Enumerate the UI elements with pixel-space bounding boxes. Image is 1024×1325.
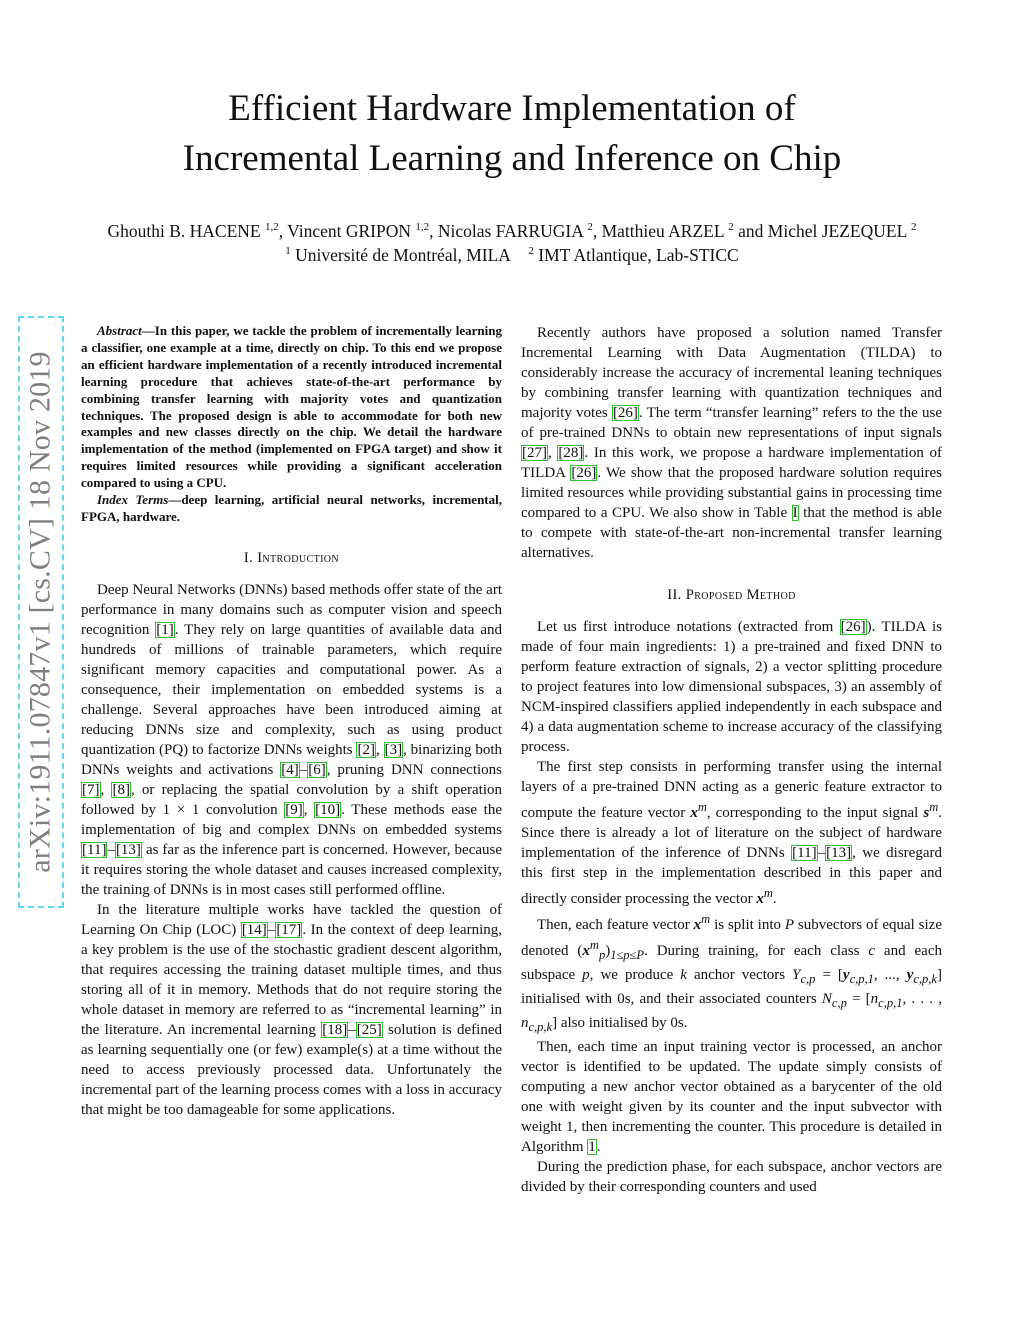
math-symbol: k	[680, 967, 687, 983]
math-superscript: m	[589, 938, 599, 952]
citation-link[interactable]: [13]	[826, 845, 852, 861]
math-superscript: m	[929, 800, 939, 814]
affiliation-mark: 1	[285, 245, 291, 257]
index-terms-text: —deep learning, artificial neural networks, incremental, FPGA, hardware.	[81, 492, 502, 524]
prediction-paragraph: During the prediction phase, for each subspace, anchor vectors are divided by their corresponding counters and used	[521, 1159, 942, 1195]
tilda-paragraph: Recently authors have proposed a solution named Transfer Incremental Learning with Data Augmentation (TILDA) to considerably increase the accuracy of incremental leaning techniques by combining transfer learning with quantization techniques and majority votes [26]. The term “transfer learning” refers to the the use of pre-trained DNNs to obtain new representations of input signals [27], [28]. In this work, we propose a hardware implementation of TILDA [26]. We show that the proposed hardware solution requires limited resources while providing substantial gains in processing time compared to a CPU. We also show in Table I that the method is able to compete with state-of-the-art non-incremental transfer learning alternatives.	[521, 325, 942, 561]
citation-link[interactable]: [8]	[112, 781, 130, 798]
math-symbol: $n_{c,p,k}$	[521, 1015, 553, 1034]
citation-link[interactable]: [25]	[356, 1021, 382, 1038]
author-affiliation-mark: 1,2	[264, 221, 279, 233]
citation-link[interactable]: I	[792, 505, 798, 521]
math-symbol: P	[784, 917, 795, 933]
citation-link[interactable]: [11]	[82, 841, 107, 858]
citation-link[interactable]: 1	[588, 1139, 596, 1155]
section-title: Introduction	[257, 549, 340, 566]
citation-link[interactable]: [1]	[156, 621, 174, 638]
section-heading-proposed-method	[521, 585, 942, 605]
citation-link[interactable]: [4]	[281, 761, 299, 778]
math-symbol: $x^m$	[690, 800, 707, 821]
author-name: Matthieu ARZEL	[601, 221, 724, 241]
arxiv-stamp-box[interactable]	[18, 316, 64, 908]
right-column	[521, 323, 942, 1197]
math-subscript: c,p,1	[849, 972, 874, 986]
section-title: Proposed Method	[685, 587, 796, 603]
math-symbol: $s^m$	[923, 800, 939, 821]
math-symbol: $x^m$	[756, 886, 773, 907]
left-column	[81, 323, 502, 1120]
math-subscript: c,p,k	[913, 972, 937, 986]
math-symbol: $n_{c,p,1}$	[870, 991, 903, 1010]
paper-title	[0, 84, 1024, 184]
section-heading-introduction	[81, 548, 502, 568]
abstract-paragraph	[81, 323, 502, 492]
citation-link[interactable]: [6]	[308, 761, 326, 778]
author-affiliation-mark: 2	[587, 221, 593, 233]
citation-link[interactable]: [18]	[322, 1021, 348, 1038]
citation-link[interactable]: [9]	[285, 801, 303, 818]
intro-paragraph-1: Deep Neural Networks (DNNs) based methods offer state of the art performance in many domains such as computer vision and speech recognition [1]. They rely on large quantities of available data and hundreds of millions of trainable parameters, which require significant memory capacities and computational power. As a consequence, their implementation on embedded systems is a challenge. Several approaches have been introduced aiming at reducing DNNs size and complexity, such as using product quantization (PQ) to factorize DNNs weights [2], [3], binarizing both DNNs weights and activations [4]–[6], pruning DNN connections [7], [8], or replacing the spatial convolution by a shift operation followed by 1 × 1 convolution [9], [10]. These methods ease the implementation of big and complex DNNs on embedded systems [11]–[13] as far as the inference part is concerned. However, because it requires storing the whole dataset and causes increased complexity, the training of DNNs is in most cases still performed offline.	[81, 581, 502, 898]
abstract-text: —In this paper, we tackle the problem of incrementally learning a classifier, one example at a time, directly on chip. To this end we propose an efficient hardware implementation of a recently introduced incremental learning procedure that achieves state-of-the-art performance by combining transfer learning with majority votes and quantization techniques. The proposed design is able to accommodate for both new examples and new classes directly on the chip. We detail the hardware implementation of the method (implemented on FPGA target) and show it requires limited resources while providing a significant acceleration compared to using a CPU.	[81, 323, 502, 491]
math-superscript: m	[763, 886, 773, 900]
title-line-2: Incremental Learning and Inference on Chip	[182, 138, 842, 179]
author-name: Ghouthi B. HACENE	[107, 221, 261, 241]
section-number: I.	[243, 549, 258, 566]
notation-paragraph: Let us first introduce notations (extracted from [26]). TILDA is made of four main ingredients: 1) a pre-trained and fixed DNN to perform feature extraction of signals, 2) a vector splitting procedure to project features into low dimensional subspaces, 3) an assembly of NCM-inspired classifiers applied independently in each subspace and 4) a data augmentation scheme to increase accuracy of the classifying process.	[521, 619, 942, 755]
math-subscript: c,p	[800, 972, 816, 986]
index-terms-label: Index Terms	[97, 492, 169, 508]
math-symbol: p	[582, 967, 590, 983]
abstract	[81, 323, 502, 526]
affiliation-name: Université de Montréal, MILA	[295, 245, 511, 265]
author-affiliation-mark: 2	[911, 221, 917, 233]
math-symbol: $y_{c,p,k}$	[906, 967, 937, 986]
citation-link[interactable]: [2]	[357, 741, 375, 758]
citation-link[interactable]: [11]	[792, 845, 817, 861]
math-subscript: c,p	[831, 996, 847, 1010]
citation-link[interactable]: [17]	[276, 921, 302, 938]
math-symbol: $x^m_p$	[582, 938, 606, 962]
math-symbol: $y_{c,p,1}$	[842, 967, 874, 986]
split-paragraph: Then, each feature vector $x^m$ is split into P subvectors of equal size denoted $(x^m_p)_{1\le p\le P}$. During training, for each class c and each subspace p, we produce k anchor vectors $Y_{c,p} = [y_{c,p,1}$, ..., $y_{c,p,k}$] initialised with 0s, and their associated counters $N_{c,p} = [n_{c,p,1}$, . . . , $n_{c,p,k}$] also initialised by 0s.	[521, 912, 943, 1034]
author-name: Vincent GRIPON	[287, 221, 412, 241]
affiliation-mark: 2	[528, 245, 534, 257]
index-terms	[81, 492, 502, 526]
math-symbol: $x^m$	[693, 912, 711, 933]
citation-link[interactable]: [26]	[840, 619, 866, 635]
citation-link[interactable]: [26]	[571, 465, 597, 481]
math-subscript: c,p,1	[878, 996, 903, 1010]
math-superscript: m	[697, 800, 707, 814]
author-affiliation-mark: 1,2	[415, 221, 430, 233]
update-paragraph: Then, each time an input training vector is processed, an anchor vector is identified to be updated. The update simply consists of computing a new anchor vector obtained as a barycenter of the old one with weight given by its counter and the input subvector with weight 1, then incrementing the counter. This procedure is detailed in Algorithm 1.	[521, 1039, 942, 1155]
author-name: Michel JEZEQUEL	[767, 221, 907, 241]
title-line-1: Efficient Hardware Implementation of	[228, 88, 796, 129]
math-symbol: $N_{c,p}$	[821, 991, 847, 1010]
citation-link[interactable]: [26]	[612, 405, 638, 421]
author-affiliation-mark: 2	[728, 221, 734, 233]
intro-paragraph-2: In the literature multiple works have tackled the question of Learning On Chip (LOC) [14]–[17]. In the context of deep learning, a key problem is the use of the stochastic gradient descent algorithm, that requires accessing the training dataset multiple times, and thus storing all of it in memory. Methods that do not require storing the whole dataset in memory are referred to as “incremental learning” in the literature. An incremental learning [18]–[25] solution is defined as learning sequentially one (or few) example(s) at a time without the need to access previously processed data. Unfortunately the incremental part of the learning process comes with a loss in accuracy that might be too damageable for some applications.	[81, 901, 503, 1118]
math-symbol: c	[868, 943, 876, 959]
citation-link[interactable]: [3]	[384, 741, 403, 758]
citation-link[interactable]: [10]	[315, 801, 341, 818]
arxiv-stamp[interactable]: arXiv:1911.07847v1 [cs.CV] 18 Nov 2019	[24, 351, 58, 873]
section-number: II.	[667, 587, 686, 603]
math-subscript: p	[598, 948, 606, 962]
math-symbol	[610, 943, 645, 962]
abstract-label: Abstract	[97, 323, 142, 338]
affiliation-name: IMT Atlantique, Lab-STICC	[538, 245, 739, 265]
math-superscript: m	[701, 912, 711, 926]
math-subscript: 1≤p≤P	[610, 948, 645, 962]
math-symbol: $Y_{c,p}$	[792, 967, 816, 986]
citation-link[interactable]: [13]	[115, 841, 141, 858]
first-step-paragraph: The first step consists in performing transfer using the internal layers of a pre-trained DNN acting as a generic feature extractor to compute the feature vector $x^m$, corresponding to the input signal $s^m$. Since there is already a lot of literature on the subject of hardware implementation of the inference of DNNs [11]–[13], we disregard this first step in the implementation described in this paper and directly consider processing the vector $x^m$.	[521, 759, 943, 907]
math-subscript: c,p,k	[528, 1020, 553, 1034]
author-list: Ghouthi B. HACENE $^{1,2}$, Vincent GRIPON $^{1,2}$, Nicolas FARRUGIA $^2$, Matthieu ARZEL $^2$ and Michel JEZEQUEL $^2$	[107, 221, 917, 241]
citation-link[interactable]: [7]	[82, 781, 100, 798]
citation-link[interactable]: [14]	[241, 921, 267, 938]
author-name: Nicolas FARRUGIA	[437, 221, 583, 241]
affiliations	[0, 243, 1024, 267]
citation-link[interactable]: [28]	[558, 445, 584, 461]
citation-link[interactable]: [27]	[522, 445, 547, 461]
